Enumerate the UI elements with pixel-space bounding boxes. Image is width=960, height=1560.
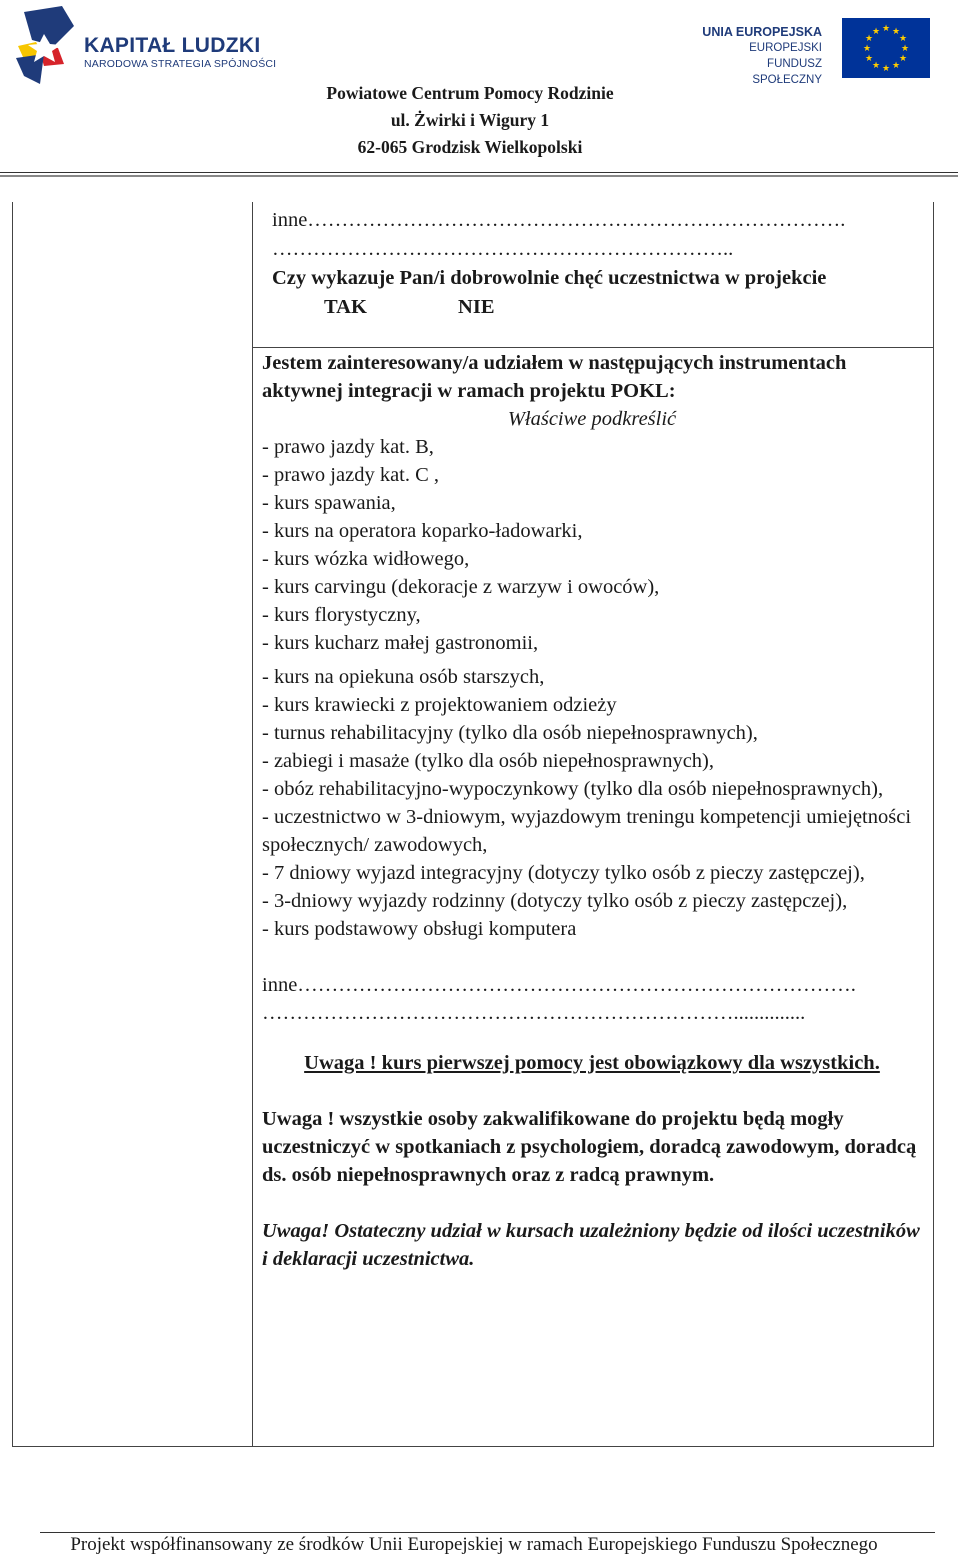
eu-logo <box>698 14 930 84</box>
svg-text:★: ★ <box>864 54 874 64</box>
option-item[interactable]: - uczestnictwo w 3-dniowym, wyjazdowym treningu kompetencji umiejętności społecznych/ zawodowych, <box>262 806 912 856</box>
svg-text:★: ★ <box>864 34 874 44</box>
underline-hint: Właściwe podkreślić <box>507 408 677 430</box>
consultation-notice: Uwaga ! wszystkie osoby zakwalifikowane do projektu będą mogły uczestniczyć w spotkaniach z psychologiem, doradcą zawodowym, doradcą ds. osób niepełnosprawnych oraz z radcą prawnym. <box>262 1108 917 1186</box>
eu-line-1: UNIA EUROPEJSKA <box>702 25 822 39</box>
participation-cell <box>272 206 922 322</box>
svg-text:★: ★ <box>900 44 910 54</box>
eu-line-2: EUROPEJSKI <box>749 42 822 54</box>
footer-text: Projekt współfinansowany ze środków Unii Europejskiej w ramach Europejskiego Funduszu Społecznego <box>70 1534 878 1555</box>
svg-text:★: ★ <box>881 24 891 34</box>
svg-text:★: ★ <box>871 61 881 71</box>
kapital-ludzki-title: KAPITAŁ LUDZKI <box>84 34 261 57</box>
org-name: Powiatowe Centrum Pomocy Rodzinie <box>326 83 614 103</box>
org-street: ul. Żwirki i Wigury 1 <box>390 110 550 130</box>
organization-address <box>0 80 940 161</box>
option-item[interactable]: - kurs florystyczny, <box>262 604 421 626</box>
org-city: 62-065 Grodzisk Wielkopolski <box>357 137 583 157</box>
other-field-continuation[interactable]: ………………………………………………………….. <box>272 238 734 260</box>
footer-divider <box>40 1532 935 1533</box>
kapital-ludzki-star-icon <box>14 6 76 84</box>
participation-question <box>272 264 922 322</box>
no-option[interactable]: NIE <box>458 296 495 318</box>
option-item[interactable]: - kurs wózka widłowego, <box>262 548 470 570</box>
option-item[interactable]: - obóz rehabilitacyjno-wypoczynkowy (tylko dla osób niepełnosprawnych), <box>262 778 884 800</box>
eu-line-3: FUNDUSZ SPOŁECZNY <box>752 58 822 86</box>
other-field[interactable]: inne……………………………………………………………………. <box>272 209 846 231</box>
option-item[interactable]: - 3-dniowy wyjazdy rodzinny (dotyczy tylko osób z pieczy zastępczej), <box>262 890 848 912</box>
svg-text:★: ★ <box>881 64 891 74</box>
kapital-ludzki-subtitle: NARODOWA STRATEGIA SPÓJNOŚCI <box>84 58 277 70</box>
option-item[interactable]: - kurs podstawowy obsługi komputera <box>262 918 577 940</box>
question-text: Czy wykazuje Pan/i dobrowolnie chęć uczestnictwa w projekcie <box>272 267 827 289</box>
option-item[interactable]: - prawo jazdy kat. B, <box>262 436 434 458</box>
instruments-intro: Jestem zainteresowany/a udziałem w następujących instrumentach aktywnej integracji w ramach projektu POKL: <box>262 352 847 402</box>
option-item[interactable]: - kurs kucharz małej gastronomii, <box>262 632 539 654</box>
svg-text:★: ★ <box>898 54 908 64</box>
eu-flag-icon <box>842 18 930 78</box>
option-item[interactable]: - kurs spawania, <box>262 492 396 514</box>
table-column-divider <box>252 202 253 1447</box>
option-item[interactable]: - 7 dniowy wyjazd integracyjny (dotyczy tylko osób z pieczy zastępczej), <box>262 862 865 884</box>
yes-option[interactable]: TAK <box>324 296 367 318</box>
svg-text:★: ★ <box>891 61 901 71</box>
final-participation-notice: Uwaga! Ostateczny udział w kursach uzależniony będzie od ilości uczestników i deklaracji uczestnictwa. <box>262 1220 920 1270</box>
svg-text:★: ★ <box>862 44 872 54</box>
other-instrument-continuation[interactable]: …………………………………………………………….............. <box>262 1002 806 1024</box>
option-item[interactable]: - kurs carvingu (dekoracje z warzyw i owoców), <box>262 576 660 598</box>
kapital-ludzki-logo <box>14 6 277 86</box>
table-row-divider <box>252 347 933 348</box>
first-aid-notice: Uwaga ! kurs pierwszej pomocy jest obowiązkowy dla wszystkich. <box>304 1052 880 1074</box>
option-item[interactable]: - kurs krawiecki z projektowaniem odzieży <box>262 694 617 716</box>
header-divider-thick <box>0 175 958 177</box>
other-instrument-field[interactable]: inne………………………………………………………………………. <box>262 974 856 996</box>
option-item[interactable]: - zabiegi i masaże (tylko dla osób niepełnosprawnych), <box>262 750 714 772</box>
svg-text:★: ★ <box>891 27 901 37</box>
option-item[interactable]: - kurs na operatora koparko-ładowarki, <box>262 520 583 542</box>
option-item[interactable]: - kurs na opiekuna osób starszych, <box>262 666 545 688</box>
instruments-cell <box>262 349 922 1273</box>
option-item[interactable]: - turnus rehabilitacyjny (tylko dla osób niepełnosprawnych), <box>262 722 758 744</box>
option-item[interactable]: - prawo jazdy kat. C , <box>262 464 440 486</box>
svg-text:★: ★ <box>871 27 881 37</box>
header-divider <box>0 172 958 173</box>
svg-text:★: ★ <box>898 34 908 44</box>
